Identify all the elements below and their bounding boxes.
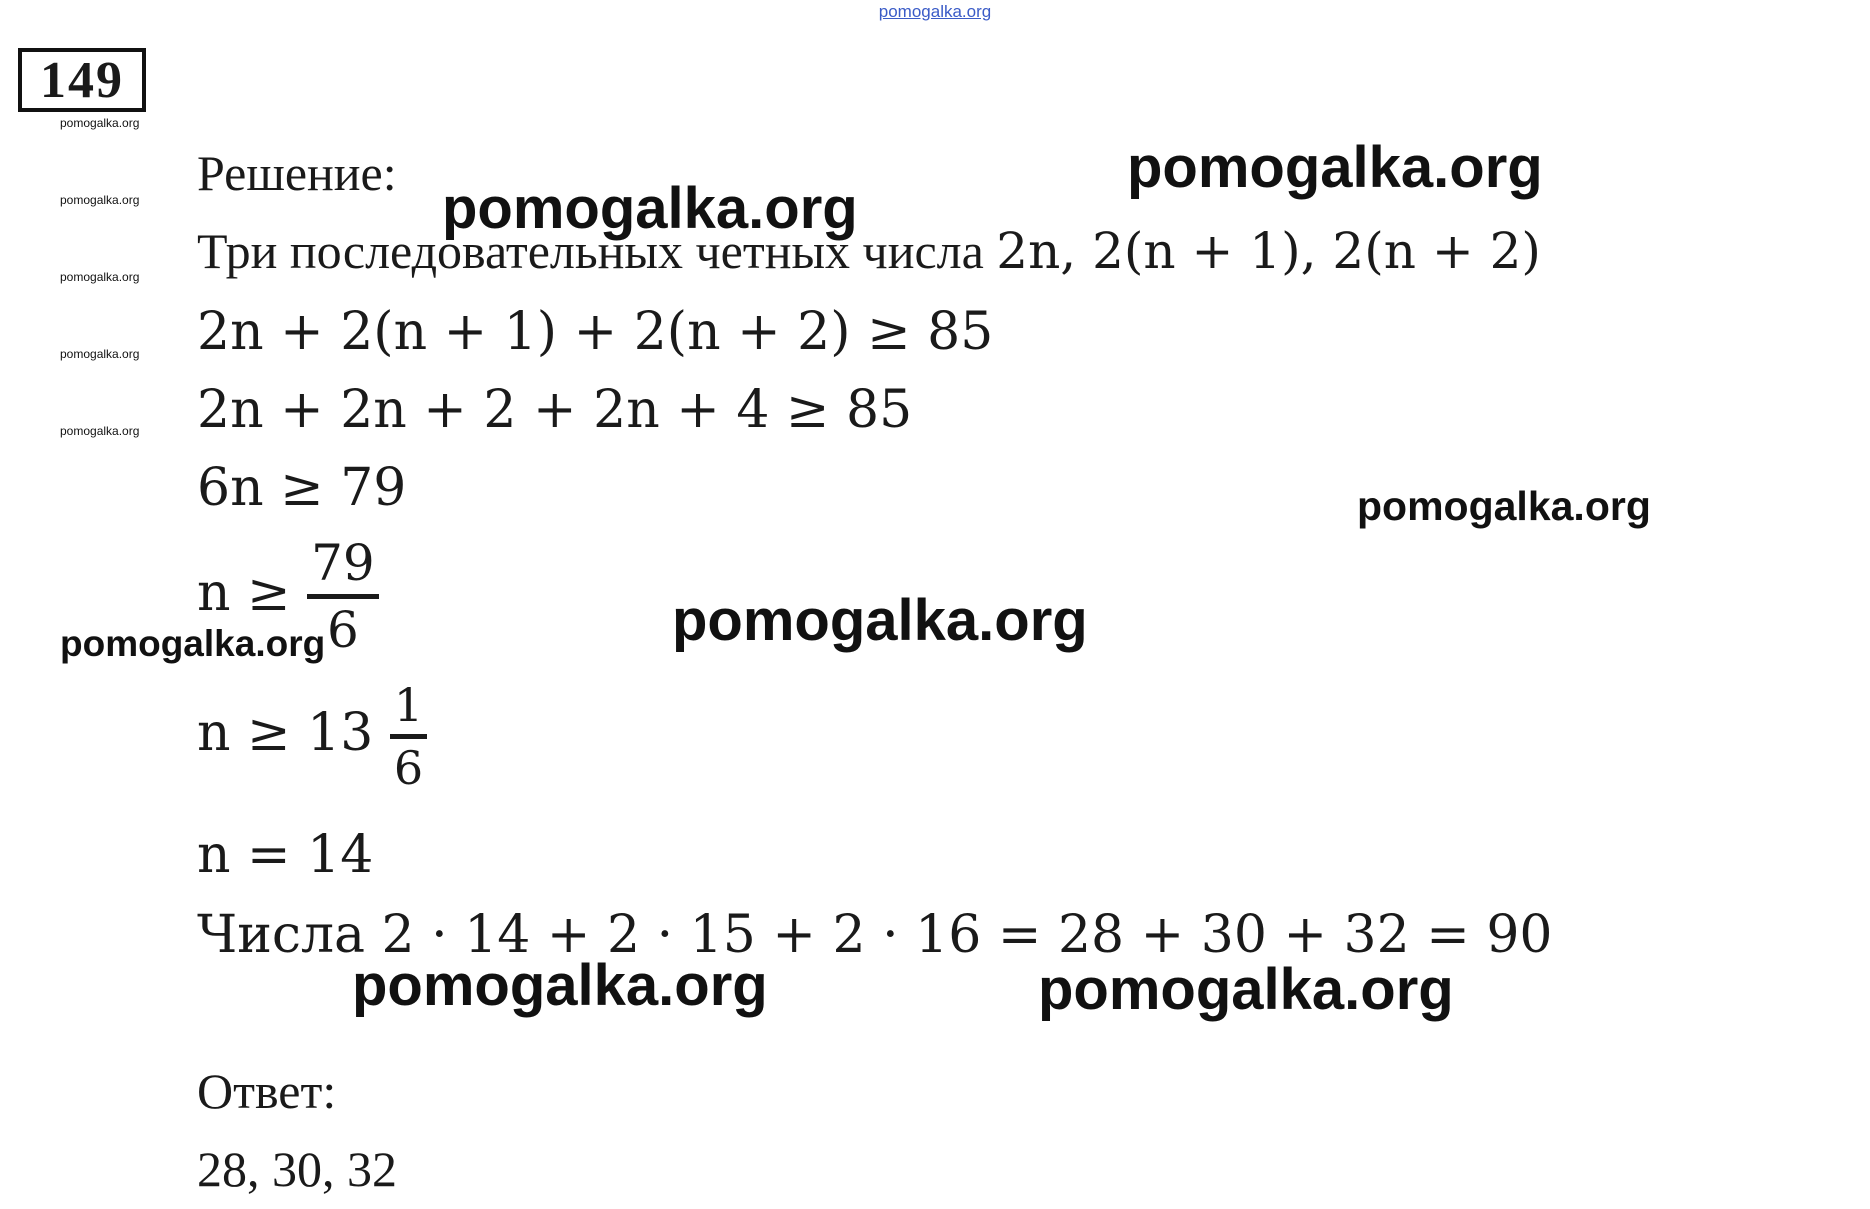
mixed-fraction — [390, 678, 427, 795]
fraction-numerator: 79 — [307, 538, 379, 599]
answer-heading: Ответ: — [197, 1063, 337, 1119]
watermark: pomogalka.org — [442, 176, 858, 241]
intro-text: Три последовательных четных числа — [197, 223, 984, 279]
intro-expression: 2n, 2(n + 1), 2(n + 2) — [996, 222, 1541, 280]
step-line-1: 2n + 2(n + 1) + 2(n + 2) ≥ 85 — [197, 302, 994, 362]
fraction-denominator: 6 — [327, 601, 359, 659]
solution-heading: Решение: — [197, 145, 397, 201]
small-watermark: pomogalka.org — [60, 424, 140, 438]
watermark: pomogalka.org — [1038, 957, 1454, 1022]
step-line-2: 2n + 2n + 2 + 2n + 4 ≥ 85 — [197, 380, 913, 440]
watermark: pomogalka.org — [352, 953, 768, 1018]
watermark: pomogalka.org — [672, 588, 1088, 653]
intro-line — [197, 222, 1541, 280]
fraction-step-lhs: n ≥ — [197, 563, 291, 623]
watermark: pomogalka.org — [60, 623, 326, 664]
result-step: n = 14 — [197, 825, 374, 885]
small-watermark: pomogalka.org — [60, 193, 140, 207]
problem-number-box — [18, 48, 146, 112]
answer-value: 28, 30, 32 — [197, 1141, 397, 1197]
small-watermark: pomogalka.org — [60, 270, 140, 284]
small-watermark: pomogalka.org — [60, 347, 140, 361]
site-link[interactable]: pomogalka.org — [878, 2, 992, 21]
small-watermark: pomogalka.org — [60, 116, 140, 130]
mixed-fraction-numerator: 1 — [390, 682, 427, 739]
problem-number: 149 — [40, 51, 124, 109]
numbers-line: Числа 2 · 14 + 2 · 15 + 2 · 16 = 28 + 30 + 32 = 90 — [197, 905, 1553, 965]
watermark: pomogalka.org — [1127, 135, 1543, 200]
watermark: pomogalka.org — [1357, 483, 1651, 529]
step-line-3: 6n ≥ 79 — [197, 458, 407, 518]
mixed-fraction-denominator: 6 — [393, 741, 424, 795]
mixed-number-step — [197, 678, 427, 795]
mixed-step-lhs: n ≥ 13 — [197, 703, 374, 763]
